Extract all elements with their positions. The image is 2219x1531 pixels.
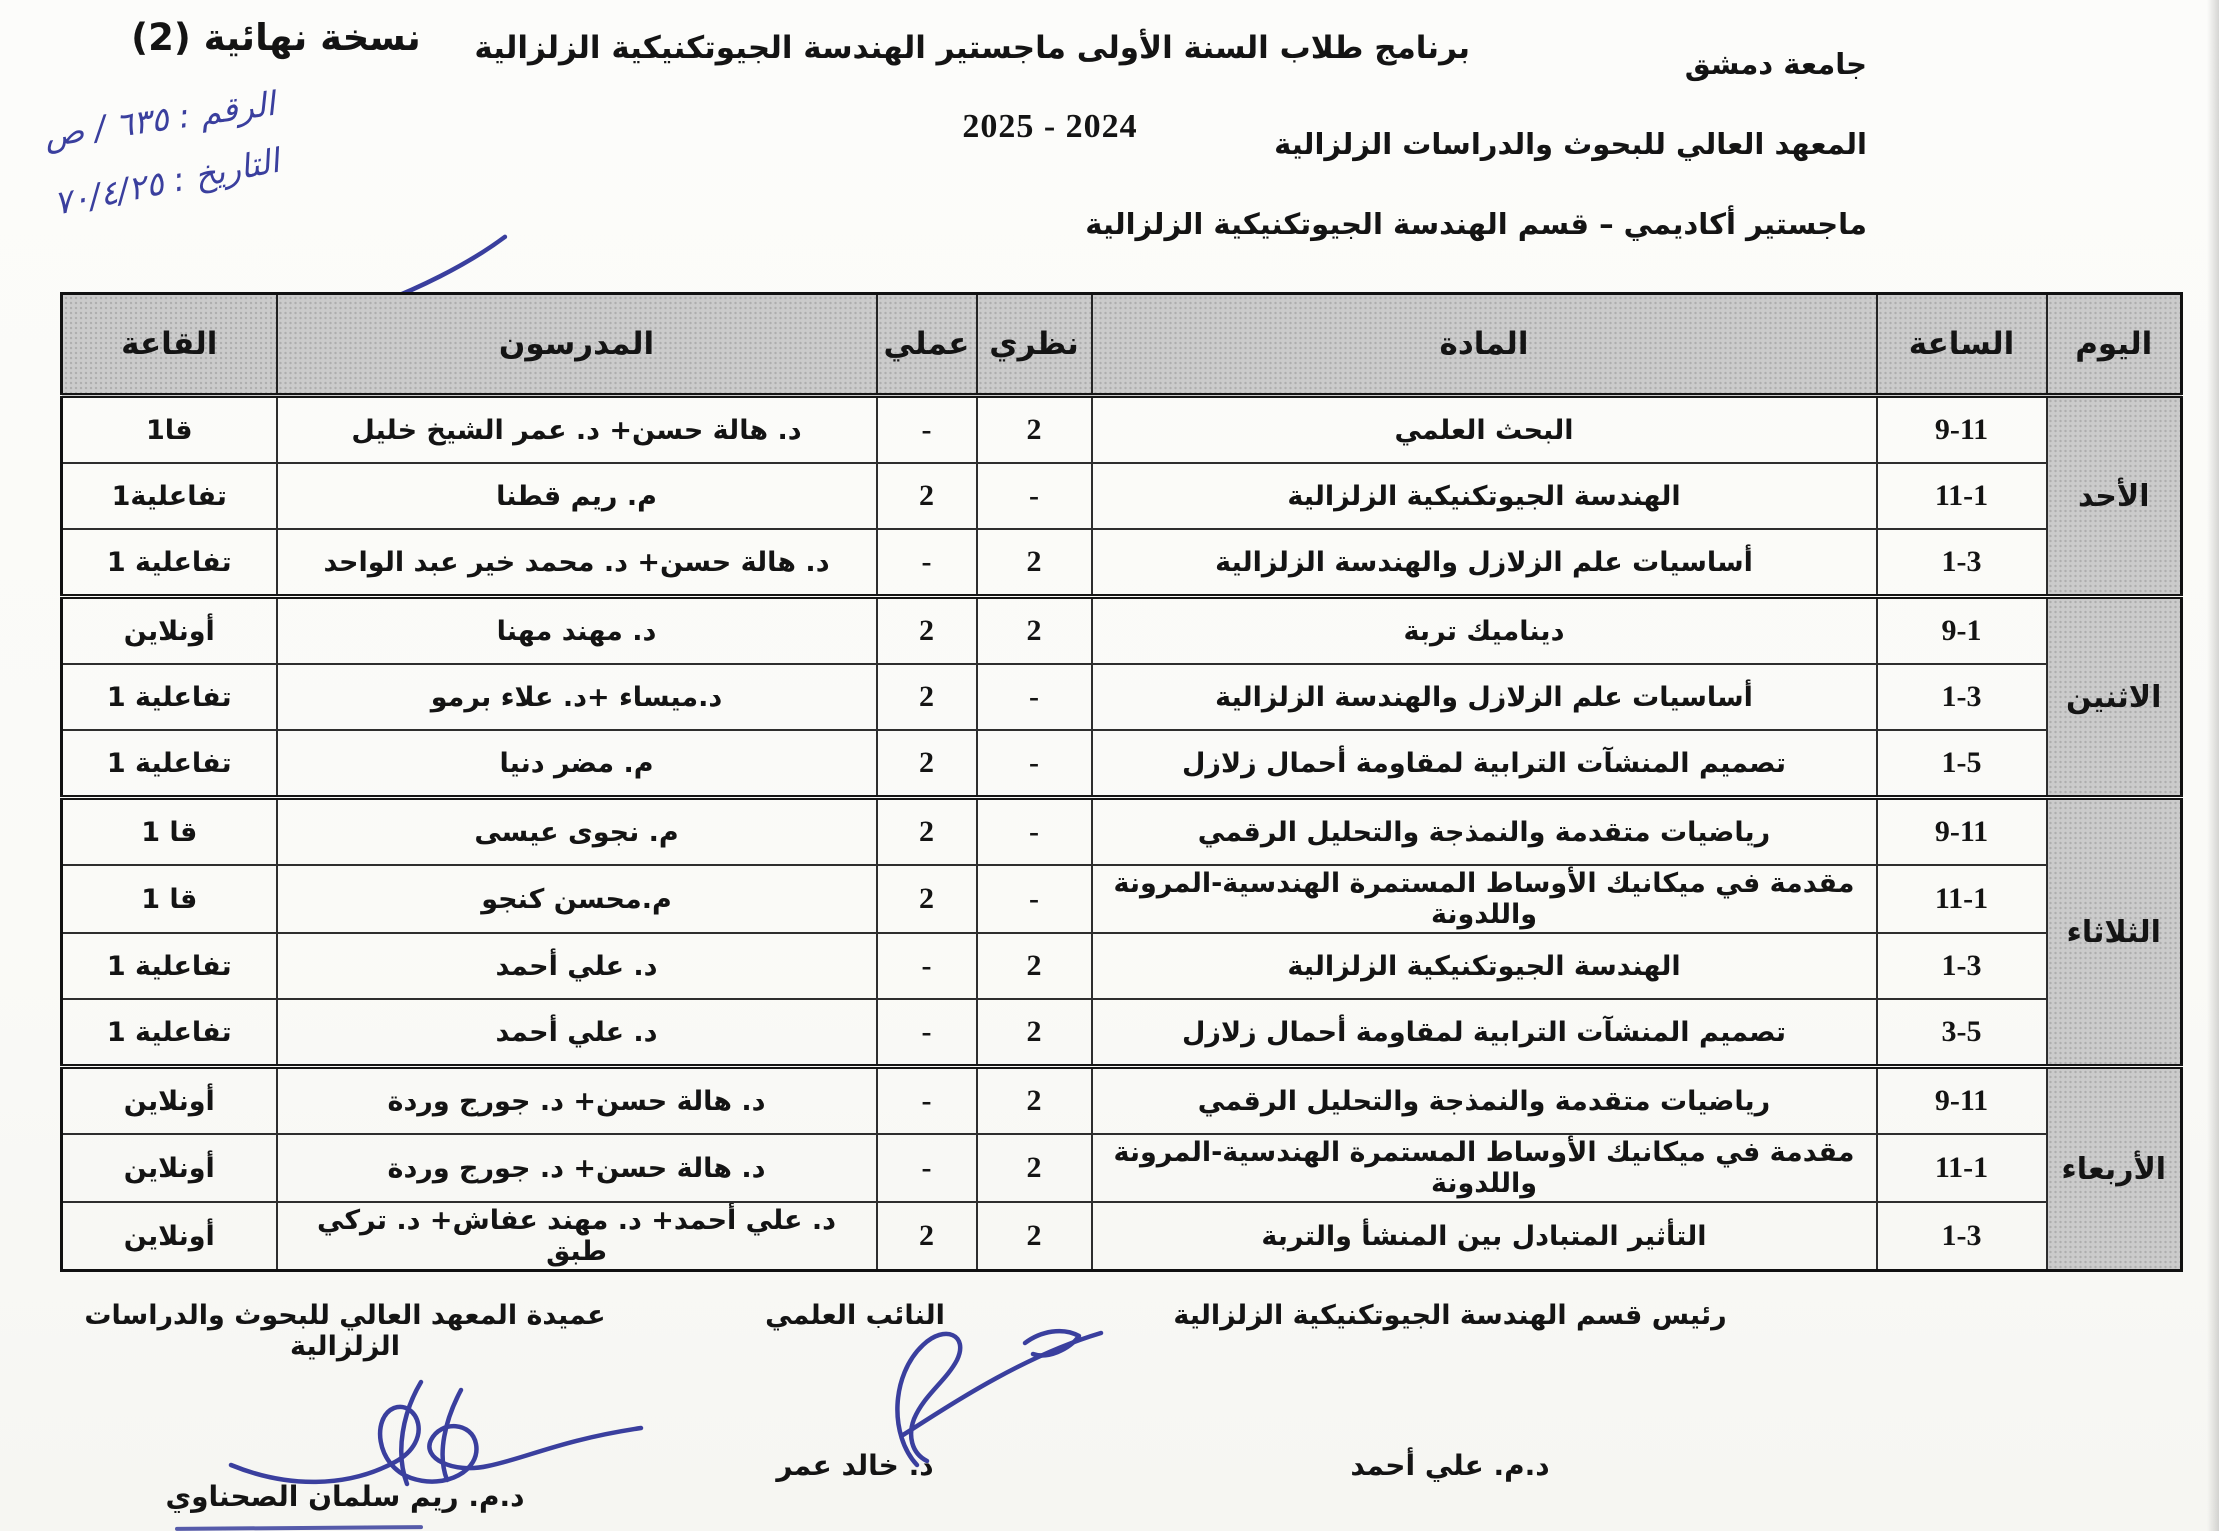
hall-cell: قا1 (62, 396, 277, 464)
hour-cell: 11-1 (1877, 1134, 2047, 1202)
header-cell-theory: نظري (977, 294, 1092, 396)
subject-cell: مقدمة في ميكانيك الأوساط المستمرة الهندسية-المرونة واللدونة (1092, 865, 1877, 933)
subject-cell: التأثير المتبادل بين المنشأ والتربة (1092, 1202, 1877, 1271)
subject-cell: ديناميك تربة (1092, 597, 1877, 665)
hall-cell: قا 1 (62, 865, 277, 933)
table-row (62, 1134, 2182, 1202)
teachers-cell: د. هالة حسن+ د. جورج وردة (277, 1134, 877, 1202)
header-cell-day: اليوم (2047, 294, 2182, 396)
handwritten-annotation (40, 43, 521, 223)
hall-cell: تفاعلية 1 (62, 933, 277, 999)
subject-cell: أساسيات علم الزلازل والهندسة الزلزالية (1092, 664, 1877, 730)
hour-cell: 9-11 (1877, 798, 2047, 866)
hall-cell: أونلاين (62, 597, 277, 665)
teachers-cell: م.محسن كنجو (277, 865, 877, 933)
subject-cell: الهندسة الجيوتكنيكية الزلزالية (1092, 463, 1877, 529)
table-row (62, 730, 2182, 798)
header-left-block (36, 16, 516, 223)
hour-cell: 9-11 (1877, 1067, 2047, 1135)
practical-cell: 2 (877, 463, 977, 529)
teachers-cell: م. ريم قطنا (277, 463, 877, 529)
day-cell: الأربعاء (2047, 1067, 2182, 1271)
hall-cell: تفاعلية 1 (62, 730, 277, 798)
scan-ink-artifact (175, 1525, 423, 1531)
hall-cell: تفاعلية 1 (62, 999, 277, 1067)
program-name: ماجستير أكاديمي – قسم الهندسة الجيوتكنيكية الزلزالية (1085, 207, 1867, 241)
theory-cell: 2 (977, 1202, 1092, 1271)
handwritten-number: الرقم : ٦٣٥ / ص (41, 83, 278, 155)
table-row (62, 1067, 2182, 1135)
page-title: برنامج طلاب السنة الأولى ماجستير الهندسة الجيوتكنيكية الزلزالية (474, 30, 1470, 66)
teachers-cell: د.ميساء +د. علاء برمو (277, 664, 877, 730)
hour-cell: 11-1 (1877, 463, 2047, 529)
subject-cell: رياضيات متقدمة والنمذجة والتحليل الرقمي (1092, 1067, 1877, 1135)
theory-cell: 2 (977, 529, 1092, 597)
table-row (62, 529, 2182, 597)
day-cell: الاثنين (2047, 597, 2182, 798)
schedule-table-body (62, 396, 2182, 1271)
practical-cell: - (877, 396, 977, 464)
theory-cell: 2 (977, 396, 1092, 464)
signature-name: د.م. ريم سلمان الصحناوي (165, 1480, 525, 1513)
subject-cell: البحث العلمي (1092, 396, 1877, 464)
header-cell-hour: الساعة (1877, 294, 2047, 396)
signature-title: عميدة المعهد العالي للبحوث والدراسات الزلزالية (84, 1300, 606, 1362)
hour-cell: 1-5 (1877, 730, 2047, 798)
practical-cell: - (877, 933, 977, 999)
subject-cell: الهندسة الجيوتكنيكية الزلزالية (1092, 933, 1877, 999)
dean-signature (225, 1370, 650, 1495)
day-cell: الأحد (2047, 396, 2182, 597)
table-row (62, 664, 2182, 730)
subject-cell: أساسيات علم الزلازل والهندسة الزلزالية (1092, 529, 1877, 597)
university-name: جامعة دمشق (1684, 47, 1867, 81)
practical-cell: - (877, 529, 977, 597)
practical-cell: 2 (877, 664, 977, 730)
signature-title: رئيس قسم الهندسة الجيوتكنيكية الزلزالية (1173, 1300, 1727, 1331)
teachers-cell: د. هالة حسن+ د. محمد خير عبد الواحد (277, 529, 877, 597)
practical-cell: 2 (877, 798, 977, 866)
hour-cell: 9-1 (1877, 597, 2047, 665)
hall-cell: تفاعلية 1 (62, 529, 277, 597)
teachers-cell: د. هالة حسن+ د. جورج وردة (277, 1067, 877, 1135)
hall-cell: قا 1 (62, 798, 277, 866)
practical-cell: 2 (877, 865, 977, 933)
hall-cell: أونلاين (62, 1202, 277, 1271)
theory-cell: - (977, 798, 1092, 866)
practical-cell: 2 (877, 1202, 977, 1271)
scan-edge-shadow (2207, 0, 2219, 1531)
signature-block-dean (35, 1300, 655, 1513)
practical-cell: 2 (877, 597, 977, 665)
teachers-cell: د. هالة حسن+ د. عمر الشيخ خليل (277, 396, 877, 464)
signature-area (1140, 1331, 1760, 1449)
table-row (62, 798, 2182, 866)
signature-area (35, 1362, 655, 1480)
hall-cell: أونلاين (62, 1134, 277, 1202)
table-row (62, 865, 2182, 933)
signature-name: د.م. علي أحمد (1350, 1449, 1550, 1482)
final-copy-note: نسخة نهائية (2) (131, 16, 421, 59)
day-cell: الثلاثاء (2047, 798, 2182, 1067)
table-row (62, 597, 2182, 665)
header-cell-subject: المادة (1092, 294, 1877, 396)
signature-title: النائب العلمي (765, 1300, 945, 1331)
practical-cell: - (877, 1067, 977, 1135)
table-row (62, 396, 2182, 464)
practical-cell: - (877, 999, 977, 1067)
teachers-cell: م. نجوى عيسى (277, 798, 877, 866)
hall-cell: تفاعلية 1 (62, 664, 277, 730)
teachers-cell: م. مضر دنيا (277, 730, 877, 798)
theory-cell: - (977, 664, 1092, 730)
signature-block-department-head (1140, 1300, 1760, 1482)
header-center-block (474, 30, 1470, 146)
hall-cell: أونلاين (62, 1067, 277, 1135)
hour-cell: 1-3 (1877, 664, 2047, 730)
theory-cell: 2 (977, 999, 1092, 1067)
hall-cell: تفاعلية1 (62, 463, 277, 529)
theory-cell: 2 (977, 933, 1092, 999)
hour-cell: 1-3 (1877, 529, 2047, 597)
subject-cell: تصميم المنشآت الترابية لمقاومة أحمال زلازل (1092, 730, 1877, 798)
theory-cell: - (977, 865, 1092, 933)
practical-cell: - (877, 1134, 977, 1202)
hour-cell: 9-11 (1877, 396, 2047, 464)
institute-name: المعهد العالي للبحوث والدراسات الزلزالية (1274, 127, 1867, 161)
table-row (62, 999, 2182, 1067)
theory-cell: - (977, 463, 1092, 529)
signature-name: د. خالد عمر (776, 1449, 934, 1482)
teachers-cell: د. علي أحمد (277, 999, 877, 1067)
table-row (62, 463, 2182, 529)
handwritten-date: التاريخ : ٧٠/٤/٢٥ (50, 140, 283, 223)
theory-cell: 2 (977, 1067, 1092, 1135)
subject-cell: تصميم المنشآت الترابية لمقاومة أحمال زلازل (1092, 999, 1877, 1067)
theory-cell: 2 (977, 1134, 1092, 1202)
academic-year: 2025 - 2024 (962, 108, 1138, 145)
theory-cell: 2 (977, 597, 1092, 665)
hour-cell: 11-1 (1877, 865, 2047, 933)
table-row (62, 933, 2182, 999)
teachers-cell: د. علي أحمد+ د. مهند عفاش+ د. تركي طبق (277, 1202, 877, 1271)
schedule-table (60, 292, 2183, 1272)
hour-cell: 1-3 (1877, 933, 2047, 999)
practical-cell: 2 (877, 730, 977, 798)
header-cell-hall: القاعة (62, 294, 277, 396)
hour-cell: 1-3 (1877, 1202, 2047, 1271)
theory-cell: - (977, 730, 1092, 798)
header-cell-teachers: المدرسون (277, 294, 877, 396)
teachers-cell: د. علي أحمد (277, 933, 877, 999)
subject-cell: مقدمة في ميكانيك الأوساط المستمرة الهندسية-المرونة واللدونة (1092, 1134, 1877, 1202)
header-cell-practical: عملي (877, 294, 977, 396)
table-header-row (62, 294, 2182, 396)
deputy-signature (875, 1313, 1110, 1478)
hour-cell: 3-5 (1877, 999, 2047, 1067)
teachers-cell: د. مهند مهنا (277, 597, 877, 665)
table-row (62, 1202, 2182, 1271)
subject-cell: رياضيات متقدمة والنمذجة والتحليل الرقمي (1092, 798, 1877, 866)
